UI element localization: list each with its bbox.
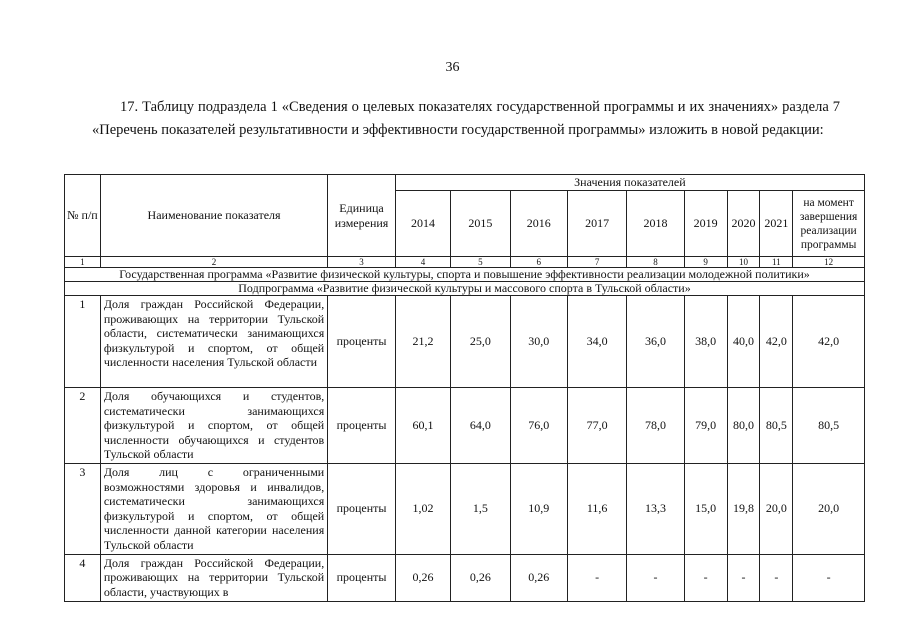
- indicator-unit: проценты: [328, 463, 396, 554]
- header-year: 2021: [760, 191, 793, 257]
- indicator-value: 60,1: [395, 388, 450, 464]
- table-row: [65, 554, 865, 601]
- indicator-value: -: [627, 554, 684, 601]
- header-year: 2016: [510, 191, 567, 257]
- table-row: [65, 388, 865, 464]
- indicator-value: 80,5: [760, 388, 793, 464]
- column-number: 12: [793, 257, 865, 268]
- program-title: Государственная программа «Развитие физической культуры, спорта и повышение эффективности реализации молодежной политики»: [65, 268, 865, 282]
- indicator-value: 11,6: [567, 463, 626, 554]
- column-number: 6: [510, 257, 567, 268]
- indicator-final-value: -: [793, 554, 865, 601]
- intro-paragraph: 17. Таблицу подраздела 1 «Сведения о целевых показателях государственной программы и их значениях» раздела 7 «Перечень показателей результативности и эффективности государственной программы» изложить в новой редакции:: [92, 99, 840, 138]
- indicator-unit: проценты: [328, 554, 396, 601]
- column-number-row: [65, 257, 865, 268]
- indicator-value: 21,2: [395, 296, 450, 388]
- indicator-value: 77,0: [567, 388, 626, 464]
- indicator-value: 20,0: [760, 463, 793, 554]
- indicator-value: -: [760, 554, 793, 601]
- header-values-group: Значения показателей: [395, 175, 864, 191]
- header-year: 2018: [627, 191, 684, 257]
- indicator-value: 80,0: [727, 388, 760, 464]
- column-number: 4: [395, 257, 450, 268]
- header-year: 2019: [684, 191, 727, 257]
- indicator-value: 0,26: [395, 554, 450, 601]
- header-year: 2017: [567, 191, 626, 257]
- header-year: 2015: [451, 191, 510, 257]
- column-number: 10: [727, 257, 760, 268]
- indicator-value: 40,0: [727, 296, 760, 388]
- indicator-value: -: [684, 554, 727, 601]
- indicator-name: Доля лиц с ограниченными возможностями здоровья и инвалидов, систематически занимающихся физкультурой и спортом, от общей численности данной категории населения Тульской области: [100, 463, 327, 554]
- indicators-table: [64, 174, 865, 602]
- indicator-value: 0,26: [451, 554, 510, 601]
- page-number: 36: [445, 60, 460, 75]
- indicator-value: 30,0: [510, 296, 567, 388]
- indicator-value: 76,0: [510, 388, 567, 464]
- header-num: № п/п: [65, 175, 101, 257]
- indicator-value: 64,0: [451, 388, 510, 464]
- indicator-value: 15,0: [684, 463, 727, 554]
- indicator-value: 25,0: [451, 296, 510, 388]
- header-final: на момент завершения реализации программы: [793, 191, 865, 257]
- row-number: 4: [65, 554, 101, 601]
- indicator-name: Доля обучающихся и студентов, систематически занимающихся физкультурой и спортом, от общей численности обучающихся и студентов Тульской области: [100, 388, 327, 464]
- row-number: 2: [65, 388, 101, 464]
- table-row: [65, 463, 865, 554]
- indicator-value: 36,0: [627, 296, 684, 388]
- indicator-name: Доля граждан Российской Федерации, проживающих на территории Тульской области, участвующих в: [100, 554, 327, 601]
- indicator-unit: проценты: [328, 296, 396, 388]
- header-year: 2014: [395, 191, 450, 257]
- indicator-name: Доля граждан Российской Федерации, проживающих на территории Тульской области, систематически занимающихся физкультурой и спортом, от общей численности населения Тульской области: [100, 296, 327, 388]
- indicator-value: 1,5: [451, 463, 510, 554]
- column-number: 2: [100, 257, 327, 268]
- column-number: 5: [451, 257, 510, 268]
- indicator-value: 19,8: [727, 463, 760, 554]
- column-number: 9: [684, 257, 727, 268]
- indicator-value: -: [567, 554, 626, 601]
- table-row: [65, 296, 865, 388]
- subprogram-title: Подпрограмма «Развитие физической культуры и массового спорта в Тульской области»: [65, 282, 865, 296]
- header-unit: Единица измерения: [328, 175, 396, 257]
- column-number: 8: [627, 257, 684, 268]
- indicator-value: 34,0: [567, 296, 626, 388]
- indicator-value: 10,9: [510, 463, 567, 554]
- indicator-final-value: 20,0: [793, 463, 865, 554]
- header-name: Наименование показателя: [100, 175, 327, 257]
- column-number: 11: [760, 257, 793, 268]
- indicator-final-value: 80,5: [793, 388, 865, 464]
- indicator-value: -: [727, 554, 760, 601]
- indicator-unit: проценты: [328, 388, 396, 464]
- indicator-value: 1,02: [395, 463, 450, 554]
- row-number: 3: [65, 463, 101, 554]
- indicator-value: 38,0: [684, 296, 727, 388]
- indicator-value: 79,0: [684, 388, 727, 464]
- column-number: 3: [328, 257, 396, 268]
- indicator-value: 42,0: [760, 296, 793, 388]
- indicator-value: 0,26: [510, 554, 567, 601]
- column-number: 1: [65, 257, 101, 268]
- indicator-value: 13,3: [627, 463, 684, 554]
- indicator-value: 78,0: [627, 388, 684, 464]
- indicator-final-value: 42,0: [793, 296, 865, 388]
- column-number: 7: [567, 257, 626, 268]
- row-number: 1: [65, 296, 101, 388]
- header-year: 2020: [727, 191, 760, 257]
